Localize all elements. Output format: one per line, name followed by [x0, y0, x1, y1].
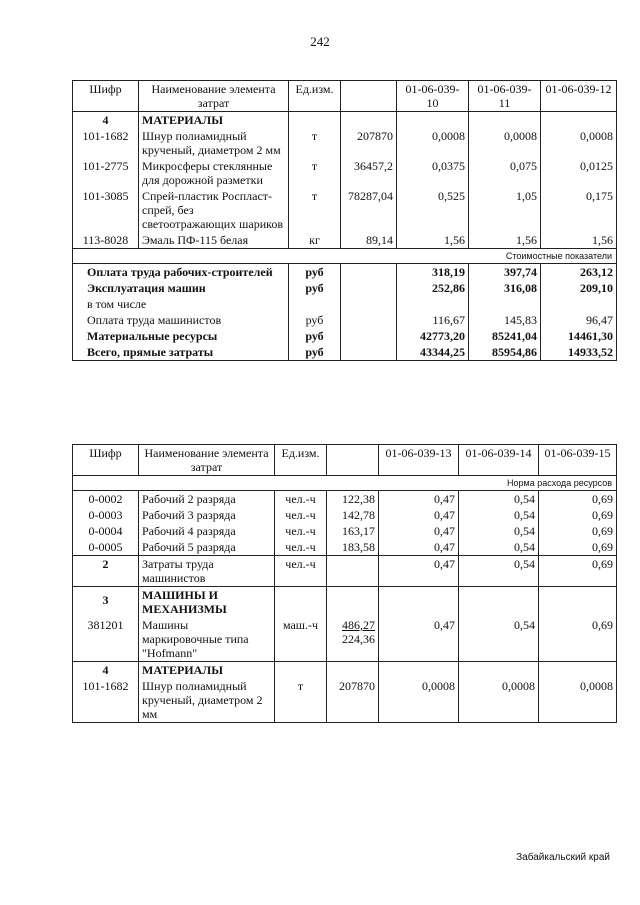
row-unit: т [289, 188, 341, 232]
row-price: 207870 [341, 128, 397, 158]
row-price: 36457,2 [341, 158, 397, 188]
table-row [73, 539, 617, 556]
row-code: 381201 [73, 617, 139, 662]
section-row [73, 587, 617, 618]
row-value-1: 1,56 [397, 232, 469, 249]
row-name: Шнур полиамидный крученый, диаметром 2 мм [139, 678, 275, 723]
row-price: 207870 [327, 678, 379, 723]
section-row [73, 662, 617, 679]
row-unit: чел.-ч [275, 491, 327, 508]
row-unit: чел.-ч [275, 539, 327, 556]
table-row [73, 678, 617, 723]
section-number: 3 [73, 587, 139, 618]
row-code: 0-0005 [73, 539, 139, 556]
row-value-2: 0,54 [459, 507, 539, 523]
header-code: Шифр [73, 81, 139, 112]
row-value-1: 0,47 [379, 507, 459, 523]
header-code: Шифр [73, 445, 139, 476]
cost-value-3: 209,10 [541, 280, 617, 296]
section-title: МАШИНЫ И МЕХАНИЗМЫ [139, 587, 275, 618]
row-value-3: 0,69 [539, 617, 617, 662]
cost-value-2: 316,08 [469, 280, 541, 296]
header-col-3: 01-06-039-12 [541, 81, 617, 112]
row-unit: кг [289, 232, 341, 249]
row-value-2: 0,075 [469, 158, 541, 188]
header-name: Наименование элемента затрат [139, 81, 289, 112]
row-price: 183,58 [327, 539, 379, 556]
norm-note: Норма расхода ресурсов [73, 476, 617, 491]
header-col-3: 01-06-039-15 [539, 445, 617, 476]
row-name: Шнур полиамидный крученый, диаметром 2 мм [139, 128, 289, 158]
cost-row [73, 296, 617, 312]
cost-note-row [73, 249, 617, 264]
cost-unit: руб [289, 312, 341, 328]
cost-value-2: 85954,86 [469, 344, 541, 361]
region-footer: Забайкальский край [516, 852, 610, 863]
cost-name: Эксплуатация машин [73, 280, 289, 296]
table-row [73, 491, 617, 508]
row-name: Эмаль ПФ-115 белая [139, 232, 289, 249]
cost-value-2: 85241,04 [469, 328, 541, 344]
row-value-3: 0,69 [539, 539, 617, 556]
cost-note: Стоимостные показатели [73, 249, 617, 264]
row-price: 78287,04 [341, 188, 397, 232]
row-unit: чел.-ч [275, 523, 327, 539]
row-code: 101-1682 [73, 128, 139, 158]
row-unit: чел.-ч [275, 507, 327, 523]
row-code: 2 [73, 556, 139, 587]
cost-unit: руб [289, 280, 341, 296]
row-price: 142,78 [327, 507, 379, 523]
row-value-2: 1,56 [469, 232, 541, 249]
row-value-2: 0,0008 [469, 128, 541, 158]
row-value-3: 0,69 [539, 556, 617, 587]
table-row [73, 617, 617, 662]
cost-name: в том числе [73, 296, 289, 312]
row-price-2: 224,36 [342, 632, 375, 646]
page-number: 242 [310, 34, 330, 49]
cost-value-1: 318,19 [397, 264, 469, 281]
row-name: Машины маркировочные типа "Hofmann" [139, 617, 275, 662]
row-value-2: 1,05 [469, 188, 541, 232]
row-name: Рабочий 5 разряда [139, 539, 275, 556]
cost-unit: руб [289, 264, 341, 281]
row-value-1: 0,0008 [397, 128, 469, 158]
row-code: 101-2775 [73, 158, 139, 188]
row-value-2: 0,54 [459, 523, 539, 539]
row-value-3: 0,69 [539, 491, 617, 508]
cost-row [73, 264, 617, 281]
row-price: 163,17 [327, 523, 379, 539]
row-price [327, 617, 379, 662]
cost-row [73, 280, 617, 296]
table-row [73, 158, 617, 188]
header-unit: Ед.изм. [275, 445, 327, 476]
row-name: Спрей-пластик Роспласт-спрей, без светоотражающих шариков [139, 188, 289, 232]
row-value-2: 0,0008 [459, 678, 539, 723]
row-value-1: 0,47 [379, 491, 459, 508]
row-value-3: 0,175 [541, 188, 617, 232]
row-value-3: 0,69 [539, 507, 617, 523]
section-title: МАТЕРИАЛЫ [139, 662, 275, 679]
section-number: 4 [73, 112, 139, 129]
row-unit: чел.-ч [275, 556, 327, 587]
row-code: 0-0004 [73, 523, 139, 539]
cost-unit: руб [289, 344, 341, 361]
cost-row [73, 344, 617, 361]
cost-value-2: 397,74 [469, 264, 541, 281]
resource-table-1 [72, 80, 617, 361]
row-value-1: 0,0375 [397, 158, 469, 188]
row-value-2: 0,54 [459, 491, 539, 508]
row-code: 0-0003 [73, 507, 139, 523]
header-price [341, 81, 397, 112]
cost-value-3: 96,47 [541, 312, 617, 328]
row-value-1: 0,0008 [379, 678, 459, 723]
row-name: Затраты труда машинистов [139, 556, 275, 587]
cost-value-3: 14461,30 [541, 328, 617, 344]
section-title: МАТЕРИАЛЫ [139, 112, 289, 129]
header-col-1: 01-06-039-13 [379, 445, 459, 476]
row-price: 89,14 [341, 232, 397, 249]
table-row [73, 523, 617, 539]
resource-table-2 [72, 444, 617, 723]
cost-value-3: 14933,52 [541, 344, 617, 361]
table-row [73, 188, 617, 232]
row-unit: т [289, 158, 341, 188]
cost-value-1: 43344,25 [397, 344, 469, 361]
cost-value-3: 263,12 [541, 264, 617, 281]
cost-row [73, 312, 617, 328]
header-col-1: 01-06-039-10 [397, 81, 469, 112]
table-header-row [73, 445, 617, 476]
cost-name: Всего, прямые затраты [73, 344, 289, 361]
row-name: Микросферы стеклянные для дорожной разметки [139, 158, 289, 188]
row-value-2: 0,54 [459, 556, 539, 587]
norm-note-row [73, 476, 617, 491]
row-value-1: 0,47 [379, 539, 459, 556]
table-row [73, 128, 617, 158]
row-value-3: 0,0125 [541, 158, 617, 188]
row-unit: т [289, 128, 341, 158]
row-code: 101-1682 [73, 678, 139, 723]
section-row [73, 112, 617, 129]
header-price [327, 445, 379, 476]
row-name: Рабочий 4 разряда [139, 523, 275, 539]
row-value-3: 0,0008 [539, 678, 617, 723]
row-value-3: 1,56 [541, 232, 617, 249]
row-code: 113-8028 [73, 232, 139, 249]
row-code: 101-3085 [73, 188, 139, 232]
header-name: Наименование элемента затрат [139, 445, 275, 476]
cost-name: Оплата труда рабочих-строителей [73, 264, 289, 281]
row-unit: маш.-ч [275, 617, 327, 662]
section-number: 4 [73, 662, 139, 679]
cost-value-1: 252,86 [397, 280, 469, 296]
row-unit: т [275, 678, 327, 723]
cost-row [73, 328, 617, 344]
row-price: 122,38 [327, 491, 379, 508]
row-code: 0-0002 [73, 491, 139, 508]
header-col-2: 01-06-039-14 [459, 445, 539, 476]
row-value-2: 0,54 [459, 617, 539, 662]
cost-value-1: 116,67 [397, 312, 469, 328]
row-price-1: 486,27 [342, 618, 375, 632]
cost-name: Оплата труда машинистов [73, 312, 289, 328]
row-name: Рабочий 2 разряда [139, 491, 275, 508]
header-col-2: 01-06-039-11 [469, 81, 541, 112]
row-value-1: 0,47 [379, 523, 459, 539]
row-name: Рабочий 3 разряда [139, 507, 275, 523]
row-value-1: 0,47 [379, 617, 459, 662]
cost-value-2: 145,83 [469, 312, 541, 328]
cost-name: Материальные ресурсы [73, 328, 289, 344]
header-unit: Ед.изм. [289, 81, 341, 112]
row-value-1: 0,525 [397, 188, 469, 232]
row-value-3: 0,69 [539, 523, 617, 539]
cost-value-1: 42773,20 [397, 328, 469, 344]
table-row [73, 232, 617, 249]
row-value-3: 0,0008 [541, 128, 617, 158]
cost-unit: руб [289, 328, 341, 344]
table-row [73, 507, 617, 523]
table-header-row [73, 81, 617, 112]
row-value-2: 0,54 [459, 539, 539, 556]
machinists-row [73, 556, 617, 587]
row-value-1: 0,47 [379, 556, 459, 587]
